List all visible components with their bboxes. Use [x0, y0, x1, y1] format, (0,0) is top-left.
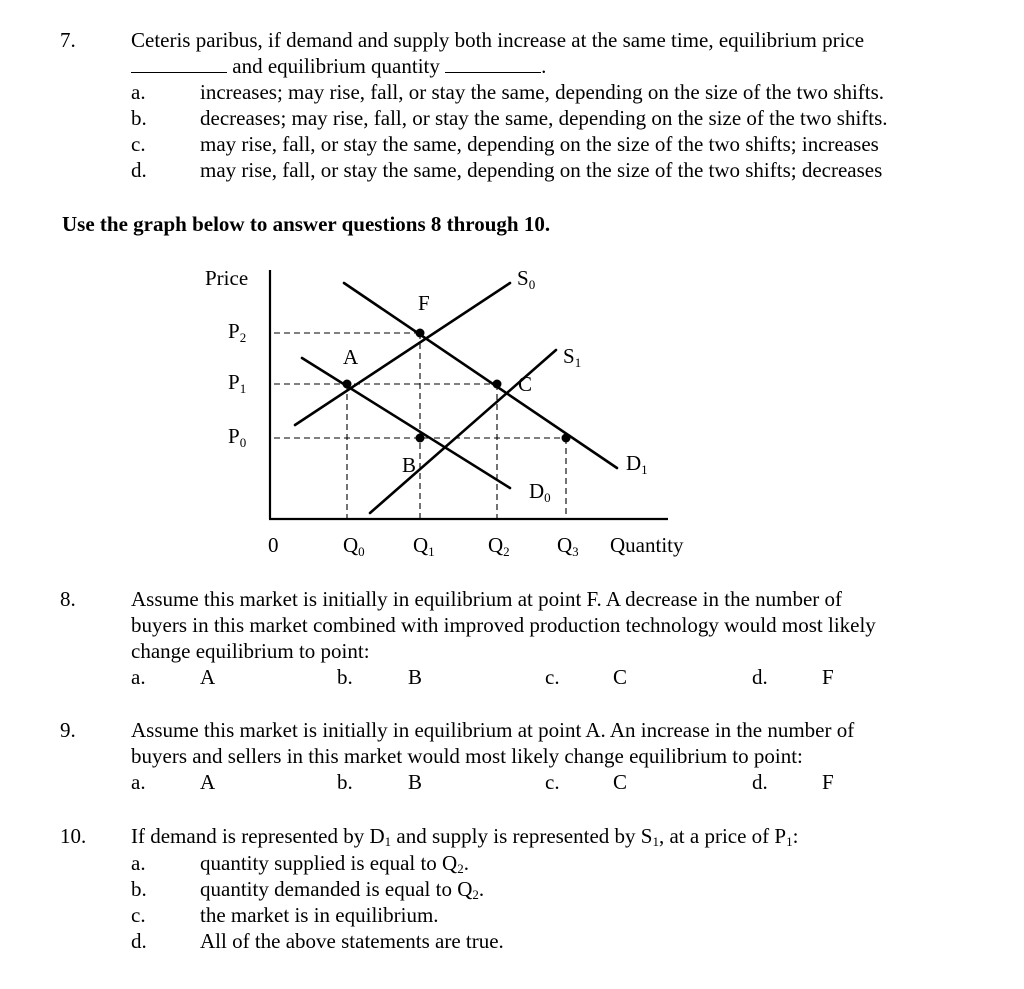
curve-label-s0: S0 — [517, 266, 536, 292]
option-text: A — [200, 665, 216, 689]
option-letter: d. — [131, 929, 147, 953]
option-text-main: quantity supplied is equal to Q — [200, 851, 458, 875]
subscript: 2 — [457, 861, 464, 876]
option-text: All of the above statements are true. — [200, 929, 504, 953]
option-text: C — [613, 665, 628, 689]
supply-curve-s0 — [295, 283, 510, 425]
point-f-marker — [416, 329, 425, 338]
curve-label-d1: D1 — [626, 451, 648, 477]
quantity-label-q2: Q2 — [488, 533, 510, 559]
option-text: F — [822, 770, 834, 794]
option-text: may rise, fall, or stay the same, depending on the size of the two shifts; increases — [200, 132, 879, 156]
option-letter: b. — [337, 665, 353, 689]
option-letter: d. — [131, 158, 147, 182]
option-letter: d. — [752, 770, 768, 794]
option-letter: b. — [131, 106, 147, 130]
option-text: B — [408, 770, 423, 794]
option-letter: b. — [131, 877, 147, 901]
point-b-marker — [416, 434, 425, 443]
subscript: 1 — [652, 834, 659, 849]
point-label-c: C — [518, 372, 533, 396]
question-stem-line: Ceteris paribus, if demand and supply both increase at the same time, equilibrium price — [131, 28, 865, 52]
question-stem-line: Assume this market is initially in equilibrium at point F. A decrease in the number of — [131, 587, 843, 611]
price-label-p0: P0 — [228, 424, 247, 450]
price-label-p1: P1 — [228, 370, 247, 396]
question-number: 9. — [60, 718, 76, 742]
option-letter: c. — [131, 132, 146, 156]
option-text-main: quantity demanded is equal to Q — [200, 877, 473, 901]
option-text-end: . — [478, 877, 485, 901]
subscript: 1 — [384, 834, 392, 849]
point-q3-marker — [562, 434, 571, 443]
option-letter: a. — [131, 851, 146, 875]
y-axis-label: Price — [205, 266, 249, 290]
question-number: 8. — [60, 587, 76, 611]
option-letter: b. — [337, 770, 353, 794]
option-letter: a. — [131, 665, 146, 689]
option-letter: c. — [545, 665, 560, 689]
stem-text: : — [792, 824, 799, 848]
origin-label: 0 — [268, 533, 279, 557]
option-letter: a. — [131, 80, 146, 104]
stem-text: and supply is represented by S — [391, 824, 653, 848]
option-text: F — [822, 665, 834, 689]
stem-text: , at a price of P — [658, 824, 787, 848]
question-stem-line: buyers and sellers in this market would most likely change equilibrium to point: — [131, 744, 803, 768]
option-text: A — [200, 770, 216, 794]
option-text: C — [613, 770, 628, 794]
option-text: B — [408, 665, 423, 689]
option-letter: c. — [131, 903, 146, 927]
quantity-label-q0: Q0 — [343, 533, 365, 559]
option-text — [200, 876, 484, 902]
question-stem-line: Assume this market is initially in equilibrium at point A. An increase in the number of — [131, 718, 855, 742]
curve-label-s1: S1 — [563, 344, 582, 370]
stem-text: If demand is represented by D — [131, 824, 385, 848]
question-number: 7. — [60, 28, 76, 52]
curve-label-d0: D0 — [529, 479, 551, 505]
point-label-b: B — [402, 453, 417, 477]
option-letter: d. — [752, 665, 768, 689]
subscript: 1 — [786, 834, 793, 849]
quantity-label-q3: Q3 — [557, 533, 579, 559]
point-a-marker — [343, 380, 352, 389]
point-c-marker — [493, 380, 502, 389]
question-stem-line: change equilibrium to point: — [131, 639, 370, 663]
point-label-f: F — [418, 291, 430, 315]
option-text: increases; may rise, fall, or stay the same, depending on the size of the two shifts. — [200, 80, 885, 104]
quantity-label-q1: Q1 — [413, 533, 435, 559]
subscript: 2 — [472, 887, 479, 902]
question-number: 10. — [60, 824, 87, 848]
graph-instruction: Use the graph below to answer questions 8 through 10. — [62, 212, 551, 236]
option-text: may rise, fall, or stay the same, depending on the size of the two shifts; decreases — [200, 158, 883, 182]
option-letter: c. — [545, 770, 560, 794]
option-text: the market is in equilibrium. — [200, 903, 439, 927]
option-letter: a. — [131, 770, 146, 794]
option-text — [200, 850, 469, 876]
question-stem-line: buyers in this market combined with improved production technology would most likely — [131, 613, 876, 637]
x-axis-label: Quantity — [610, 533, 684, 557]
stem-text: . — [541, 54, 547, 78]
option-text: decreases; may rise, fall, or stay the same, depending on the size of the two shifts. — [200, 106, 888, 130]
point-label-a: A — [343, 345, 359, 369]
demand-curve-d1 — [344, 283, 617, 468]
question-stem-line — [131, 823, 798, 849]
stem-text: and equilibrium quantity — [232, 54, 440, 78]
price-label-p2: P2 — [228, 319, 247, 345]
option-text-end: . — [463, 851, 469, 875]
